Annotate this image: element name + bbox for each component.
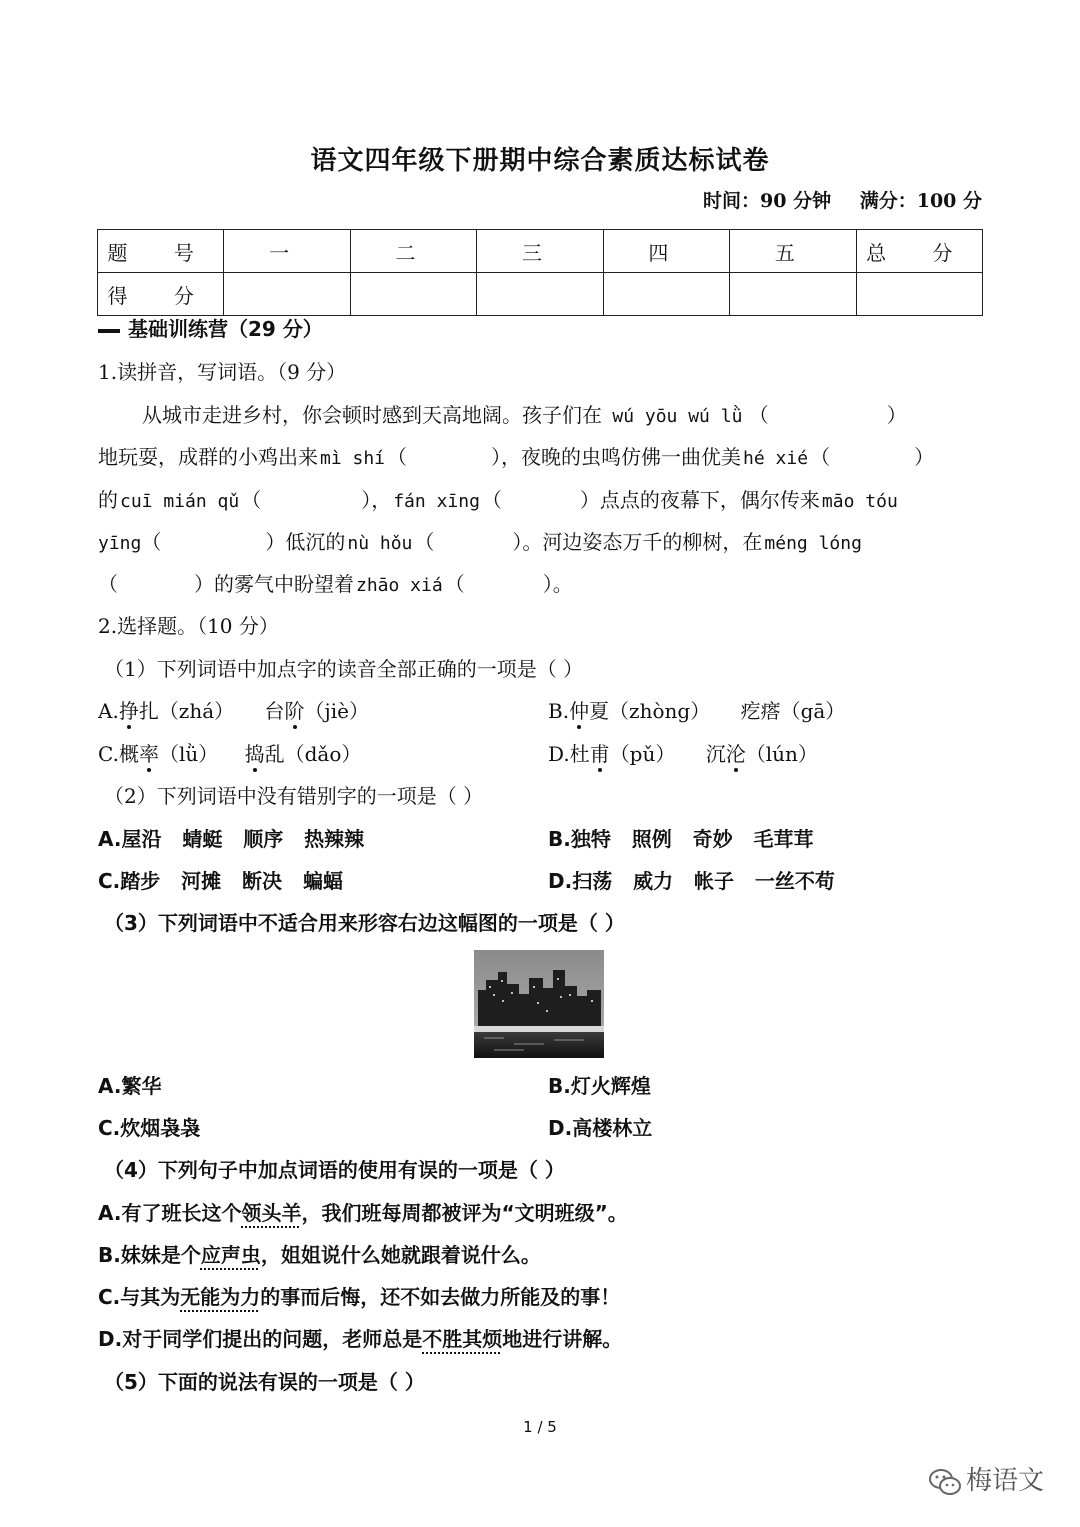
q2-2-option-d[interactable]: D.扫荡 威力 帐子 一丝不苟 [548, 869, 835, 893]
q1-text: ）低沉的 [265, 530, 346, 554]
score-col-1: 一 [224, 230, 350, 273]
option-text: 疙 [740, 699, 761, 723]
q1-text: ），夜晚的虫鸣仿佛一曲优美 [491, 445, 742, 469]
q2-1-option-c[interactable] [98, 741, 361, 767]
exam-meta [681, 186, 982, 213]
q2-4-option-c[interactable] [98, 1284, 620, 1310]
q2-sub-4: （4）下列句子中加点词语的使用有误的一项是（ ） [104, 1158, 565, 1182]
q2-sub-3: （3）下列词语中不适合用来形容右边这幅图的一项是（ ） [104, 911, 625, 935]
bracket-open: （ [98, 572, 118, 596]
score-col-2: 二 [350, 230, 476, 273]
dotted-char: 率 [138, 742, 159, 766]
option-text: C.概 [98, 742, 139, 766]
q2-3-option-b[interactable]: B.灯火辉煌 [548, 1074, 651, 1098]
option-text: 台 [264, 699, 285, 723]
city-night-photo [474, 950, 604, 1058]
score-table [97, 229, 983, 316]
score-cell-1[interactable] [224, 273, 350, 316]
score-row-label: 得 分 [98, 273, 224, 316]
watermark-text: 梅语文 [966, 1466, 1045, 1496]
pinyin-meng-long: méng lóng [764, 533, 862, 554]
time-limit: 时间：90 分钟 [703, 190, 832, 212]
option-text: 沉 [705, 742, 726, 766]
q2-sub-2: （2）下列词语中没有错别字的一项是（ ） [104, 784, 484, 808]
dotted-word: 领头羊 [241, 1201, 302, 1225]
pinyin-wu-you-wu-lv: wú yōu wú lǜ [612, 406, 743, 427]
score-col-label: 题 号 [98, 230, 224, 273]
score-col-4: 四 [603, 230, 729, 273]
q2-1-option-a[interactable] [98, 698, 369, 724]
q1-text: 地玩耍，成群的小鸡出来 [98, 445, 318, 469]
option-letter: A. [98, 699, 119, 723]
bracket-open: （ [387, 445, 408, 469]
q1-text: ）点点的夜幕下，偶尔传来 [579, 488, 820, 512]
q1-text: ）， [361, 488, 392, 512]
bracket-open: （ [481, 488, 502, 512]
score-cell-4[interactable] [603, 273, 729, 316]
option-text: 瘩（gā） [760, 699, 846, 723]
bracket-close: ） [914, 445, 935, 469]
exam-title: 语文四年级下册期中综合素质达标试卷 [310, 146, 770, 176]
q1-line-4 [98, 529, 862, 557]
q2-4-option-d[interactable] [98, 1326, 622, 1352]
option-text: ，我们班每周都被评为“文明班级”。 [301, 1201, 628, 1225]
score-cell-total[interactable] [856, 273, 982, 316]
q1-line-2 [98, 444, 934, 472]
q1-line-3 [98, 487, 898, 515]
full-score: 满分：100 分 [859, 190, 982, 212]
dotted-word: 不胜其烦 [422, 1327, 503, 1351]
score-col-total: 总 分 [856, 230, 982, 273]
bracket-open: （ [748, 403, 769, 427]
score-cell-3[interactable] [477, 273, 603, 316]
bracket-open: （ [810, 445, 831, 469]
dotted-char: 捣 [244, 742, 265, 766]
option-pinyin: （jiè） [304, 699, 369, 723]
option-text: 扎 [138, 699, 159, 723]
pinyin-zhao-xia: zhāo xiá [356, 575, 443, 596]
option-text: 地进行讲解。 [502, 1327, 623, 1351]
option-text: D.对于同学们提出的问题，老师总是 [98, 1327, 423, 1351]
option-text: 夏（zhòng） [589, 699, 711, 723]
option-text: D.杜 [548, 742, 590, 766]
bracket-open: （ [444, 572, 465, 596]
option-text: 的事而后悔，还不如去做力所能及的事！ [260, 1285, 621, 1309]
q2-3-option-d[interactable]: D.高楼林立 [548, 1116, 653, 1140]
option-text: ，姐姐说什么她就跟着说什么。 [260, 1243, 541, 1267]
q2-4-option-a[interactable] [98, 1200, 628, 1226]
score-table-score-row [98, 273, 983, 316]
bracket-open: （ [241, 488, 262, 512]
score-table-header-row [98, 230, 983, 273]
q1-line-5 [98, 571, 573, 599]
option-text: C.与其为 [98, 1285, 181, 1309]
pinyin-fan-xing: fán xīng [393, 491, 480, 512]
q1-title: 1.读拼音，写词语。（9 分） [98, 360, 347, 384]
pinyin-mao-tou: māo tóu [821, 491, 898, 512]
q1-text: 从城市走进乡村，你会顿时感到天高地阔。孩子们在 [142, 403, 602, 427]
bracket-close: ） [886, 403, 907, 427]
q2-3-option-c[interactable]: C.炊烟袅袅 [98, 1116, 201, 1140]
q2-2-option-c[interactable]: C.踏步 河摊 断决 蝙蝠 [98, 869, 343, 893]
score-col-5: 五 [730, 230, 856, 273]
option-text: B.妹妹是个 [98, 1243, 201, 1267]
dotted-word: 应声虫 [200, 1243, 261, 1267]
option-letter: B. [548, 699, 570, 723]
score-col-3: 三 [477, 230, 603, 273]
option-text: 乱（dǎo） [264, 742, 362, 766]
bracket-close: ）。 [542, 572, 573, 596]
q1-text: ）的雾气中盼望着 [194, 572, 354, 596]
dotted-word: 无能为力 [180, 1285, 261, 1309]
option-pinyin: （lún） [745, 742, 818, 766]
dotted-char: 甫 [589, 742, 610, 766]
q1-text: ）。河边姿态万千的柳树，在 [512, 530, 763, 554]
q1-line-1 [142, 402, 982, 430]
q2-3-option-a[interactable]: A.繁华 [98, 1074, 162, 1098]
dotted-char: 沦 [725, 742, 746, 766]
q2-title: 2.选择题。（10 分） [98, 614, 279, 638]
q2-2-option-a[interactable]: A.屋沿 蜻蜓 顺序 热辣辣 [98, 827, 365, 851]
dotted-char: 阶 [284, 699, 305, 723]
q1-text: 的 [98, 488, 118, 512]
pinyin-ying: yīng [98, 533, 142, 554]
pinyin-mi-shi: mì shí [320, 448, 386, 469]
option-pinyin: （pǔ） [609, 742, 676, 766]
pinyin-he-xie: hé xié [743, 448, 809, 469]
dotted-char: 仲 [569, 699, 590, 723]
option-pinyin: （zhá） [158, 699, 235, 723]
section-1-title: 基础训练营（29 分） [128, 317, 323, 341]
bracket-open: （ [141, 530, 162, 554]
score-cell-2[interactable] [350, 273, 476, 316]
q2-sub-5: （5）下面的说法有误的一项是（ ） [104, 1370, 425, 1394]
dotted-char: 挣 [118, 699, 139, 723]
option-text: A.有了班长这个 [98, 1201, 242, 1225]
q2-1-option-b[interactable] [548, 698, 845, 724]
pinyin-nu-hou: nù hǒu [347, 533, 413, 554]
q2-4-option-b[interactable] [98, 1242, 541, 1268]
page-number: 1 / 5 [523, 1418, 557, 1436]
option-pinyin: （lǜ） [158, 742, 219, 766]
q2-sub-1: （1）下列词语中加点字的读音全部正确的一项是（ ） [104, 657, 584, 681]
pinyin-cui-mian-qu: cuī mián qǔ [120, 491, 240, 512]
q2-1-option-d[interactable] [548, 741, 818, 767]
bracket-open: （ [414, 530, 435, 554]
section-dash [98, 329, 120, 333]
q2-2-option-b[interactable]: B.独特 照例 奇妙 毛茸茸 [548, 827, 814, 851]
wechat-icon [928, 1467, 962, 1497]
section-1-heading [98, 316, 323, 342]
watermark [928, 1460, 1044, 1497]
score-cell-5[interactable] [730, 273, 856, 316]
